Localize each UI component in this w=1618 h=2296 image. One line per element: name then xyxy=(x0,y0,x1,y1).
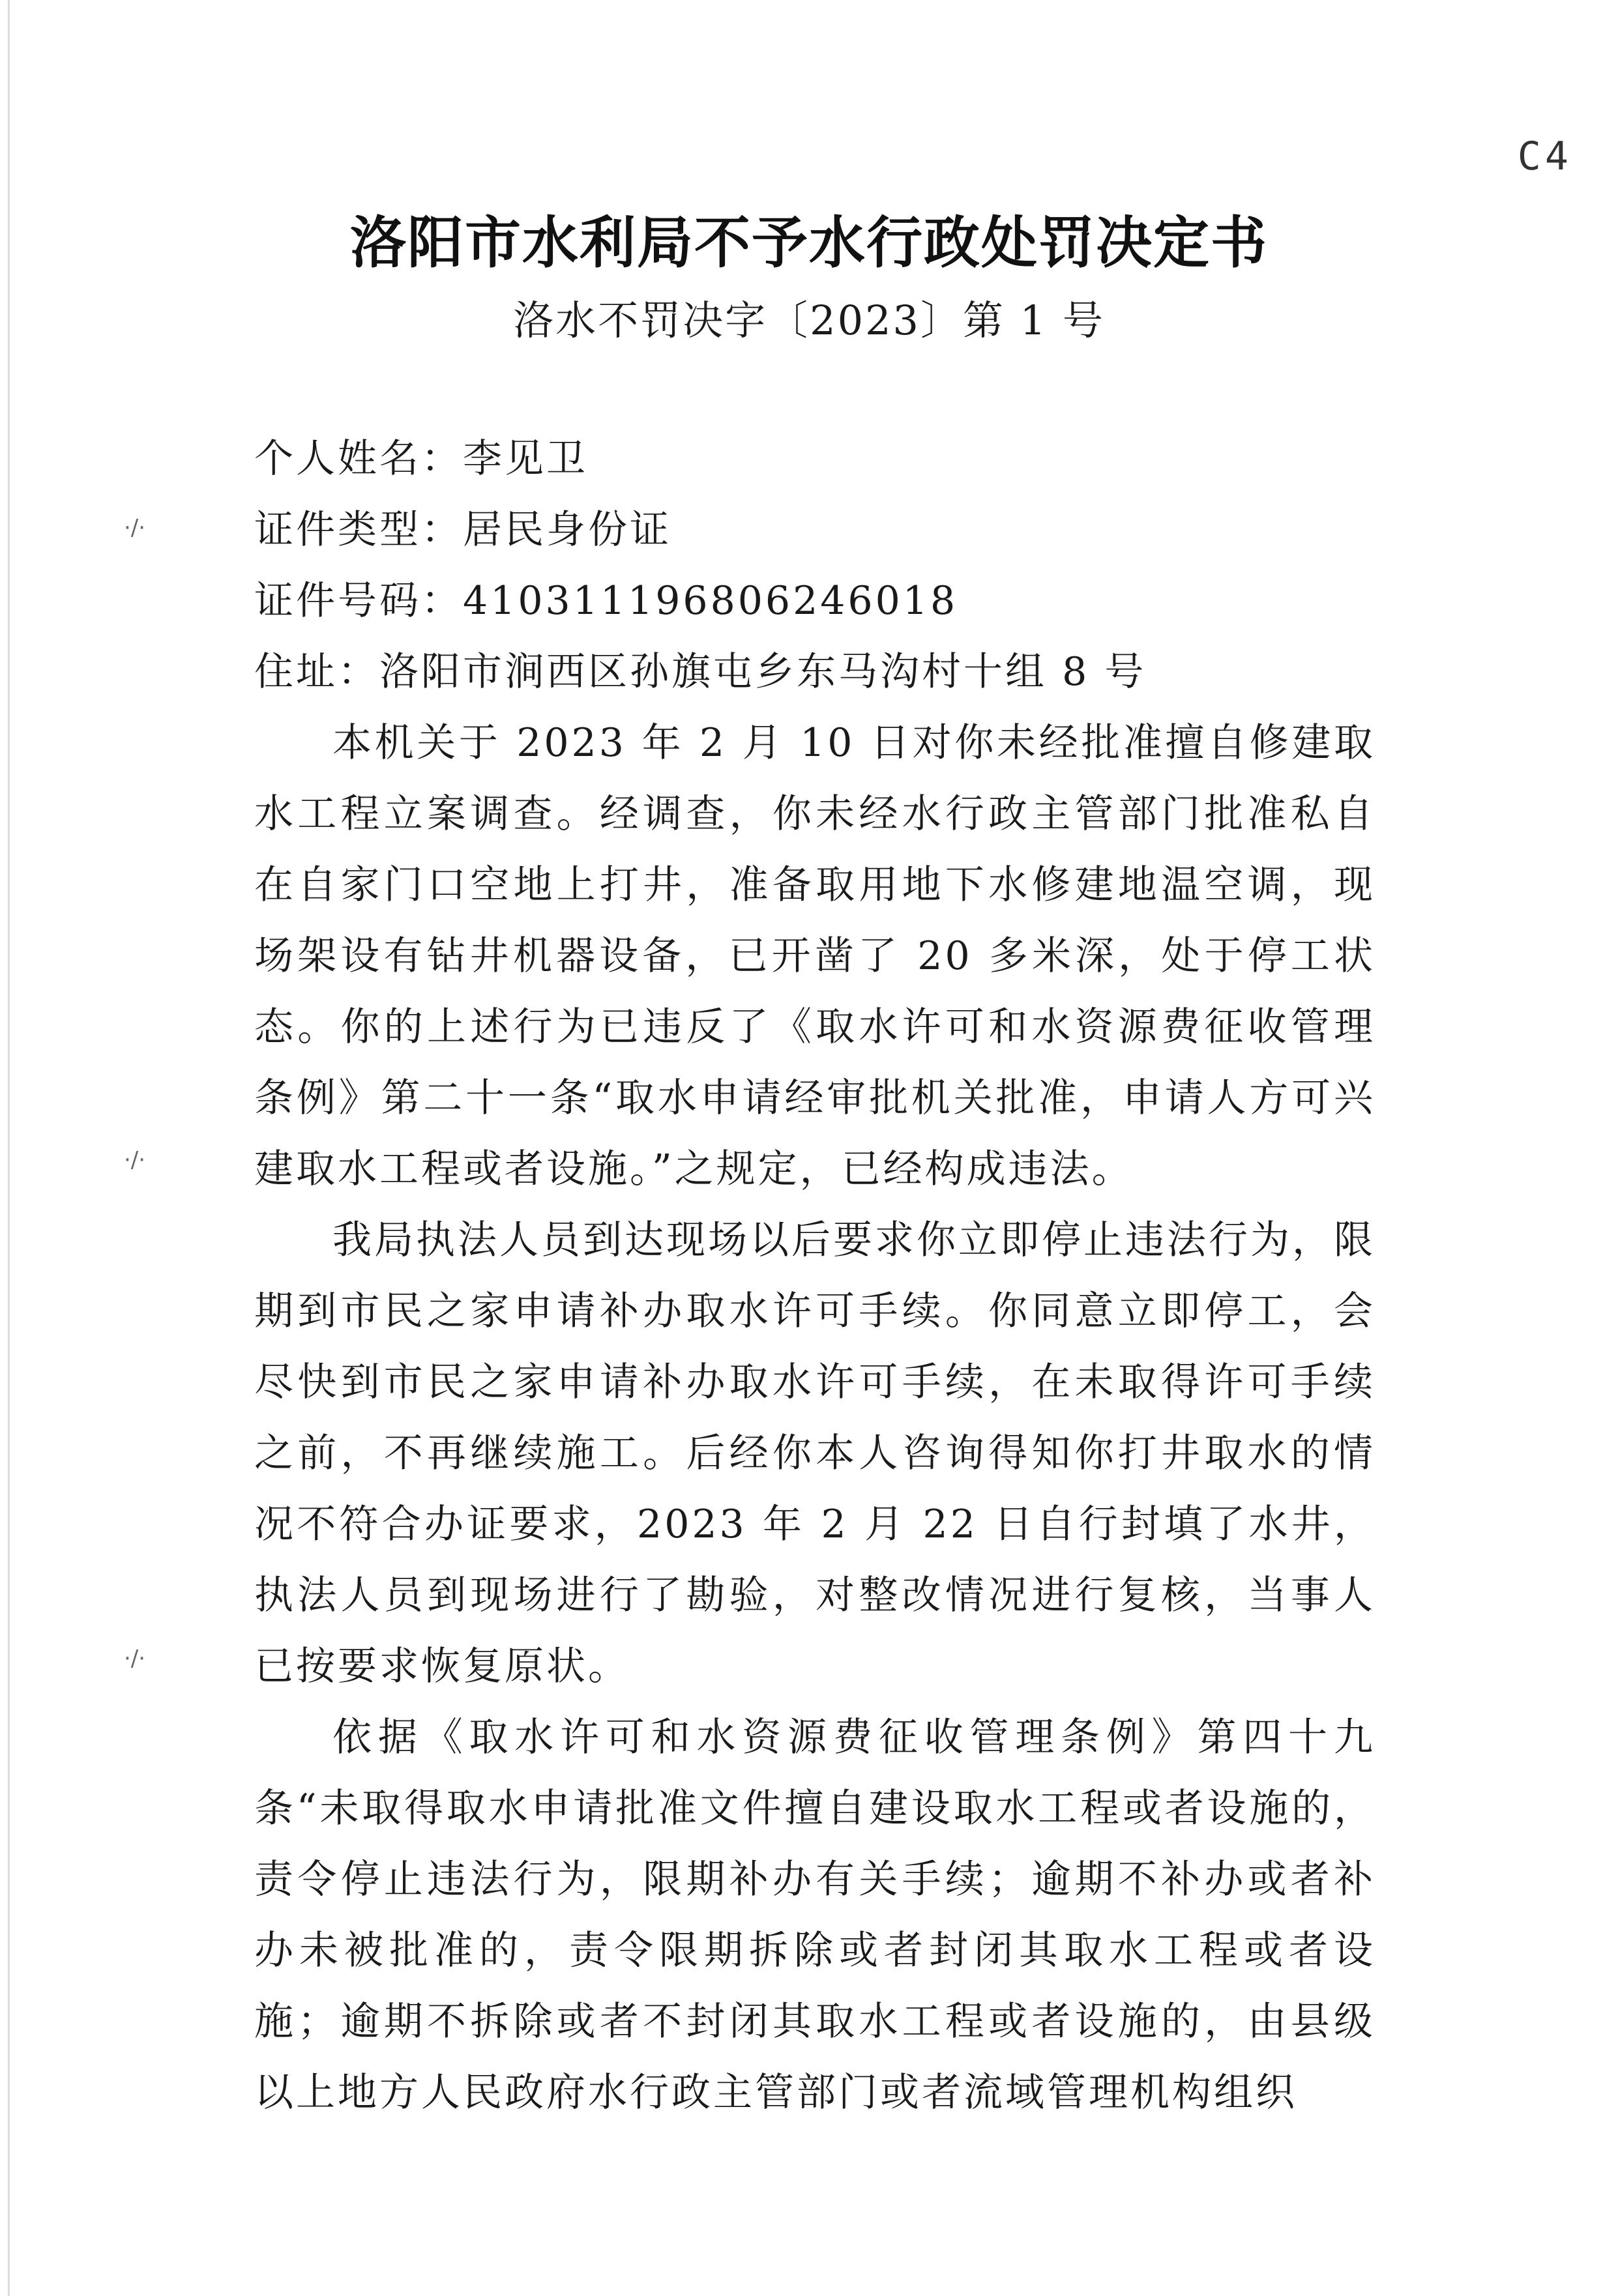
page-code: C4 xyxy=(1517,134,1572,179)
paragraph-rectification: 我局执法人员到达现场以后要求你立即停止违法行为，限期到市民之家申请补办取水许可手续。你同意立即停工，会尽快到市民之家申请补办取水许可手续，在未取得许可手续之前，不再继续施工。后经你本人咨询得知你打井取水的情况不符合办证要求，2023 年 2 月 22 日自行封填了水井，执法人员到现场进行了勘验，对整改情况进行复核，当事人已按要求恢复原状。 xyxy=(254,1217,1375,1689)
document-number: 洛水不罚决字〔2023〕第 1 号 xyxy=(513,297,1105,344)
party-id-number: 证件号码：410311196806246018 xyxy=(254,578,958,624)
party-id-type: 证件类型：居民身份证 xyxy=(254,507,671,553)
document-body xyxy=(254,424,1375,2129)
punch-hole-mark: ·/· xyxy=(124,1147,146,1173)
paragraph-legal-basis: 依据《取水许可和水资源费征收管理条例》第四十九条“未取得取水申请批准文件擅自建设取水工程或者设施的，责令停止违法行为，限期补办有关手续；逾期不补办或者补办未被批准的，责令限期拆除或者封闭其取水工程或者设施；逾期不拆除或者不封闭其取水工程或者设施的，由县级以上地方人民政府水行政主管部门或者流域管理机构组织 xyxy=(254,1715,1375,2115)
punch-hole-mark: ·/· xyxy=(124,1646,146,1672)
document-title: 洛阳市水利局不予水行政处罚决定书 xyxy=(350,211,1268,276)
paragraph-investigation: 本机关于 2023 年 2 月 10 日对你未经批准擅自修建取水工程立案调查。经调查，你未经水行政主管部门批准私自在自家门口空地上打井，准备取用地下水修建地温空调，现场架设有钻井机器设备，已开凿了 20 多米深，处于停工状态。你的上述行为已违反了《取水许可和水资源费征收管理条例》第二十一条“取水申请经审批机关批准，申请人方可兴建取水工程或者设施。”之规定，已经构成违法。 xyxy=(254,720,1375,1192)
party-address: 住址：洛阳市涧西区孙旗屯乡东马沟村十组 8 号 xyxy=(254,649,1147,695)
party-name: 个人姓名：李见卫 xyxy=(254,436,588,482)
punch-hole-mark: ·/· xyxy=(124,515,146,541)
